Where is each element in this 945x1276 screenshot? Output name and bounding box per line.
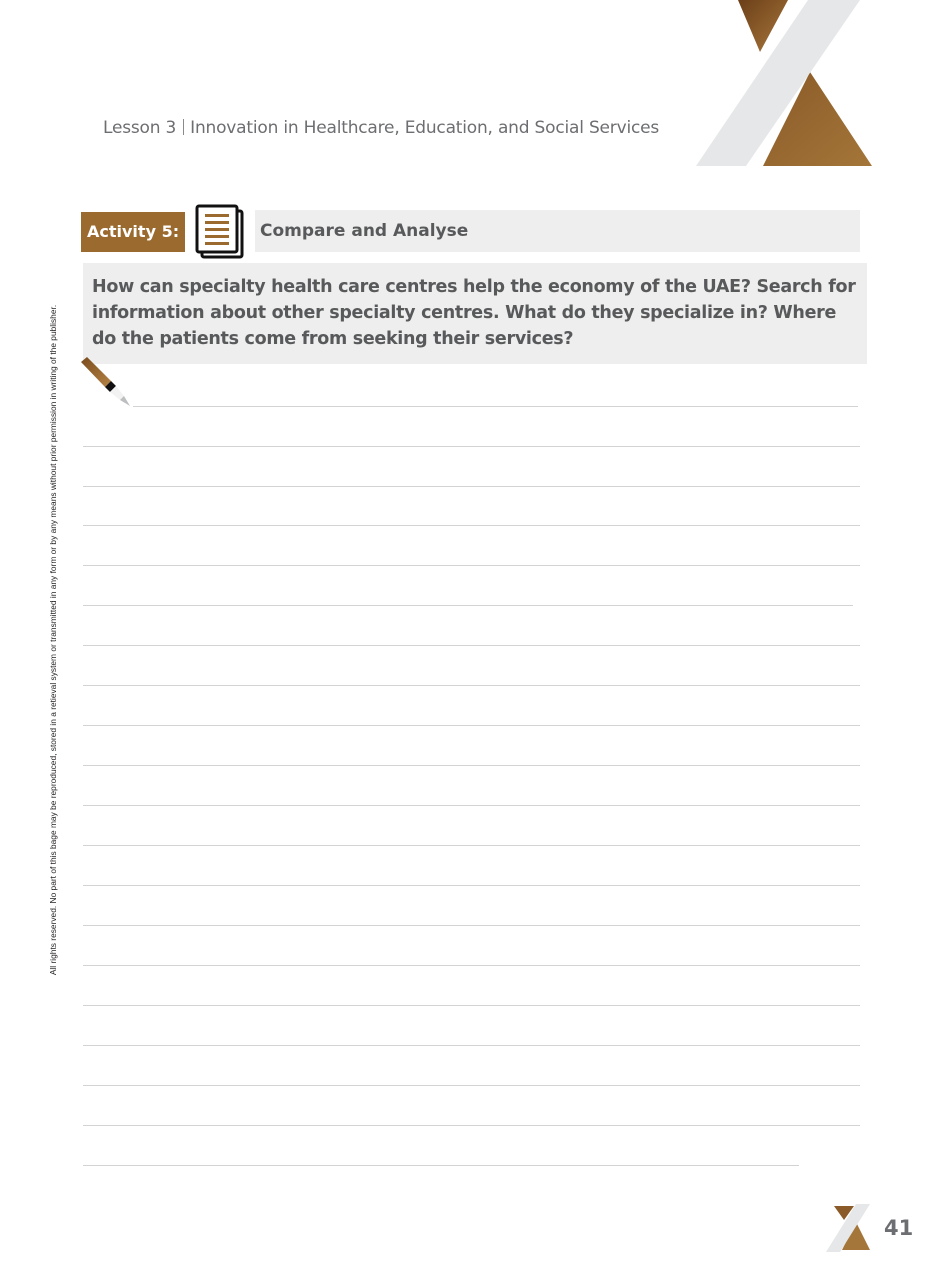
answer-line[interactable] (83, 1005, 860, 1006)
answer-line[interactable] (83, 486, 860, 487)
answer-line[interactable] (83, 525, 860, 526)
answer-line[interactable] (83, 725, 860, 726)
lesson-title: Innovation in Healthcare, Education, and Social Services (190, 118, 660, 138)
answer-line[interactable] (83, 805, 860, 806)
x-logo-icon (826, 1204, 872, 1252)
question-text: How can specialty health care centres help the economy of the UAE? Search for information about other specialty centres. What do they specialize in? Where do the patients come from seeking their services? (92, 277, 856, 349)
answer-line[interactable] (83, 765, 860, 766)
lesson-label: Lesson 3 (103, 118, 177, 138)
lesson-header (103, 118, 659, 138)
answer-line[interactable] (83, 1045, 860, 1046)
answer-line[interactable] (83, 885, 860, 886)
header-separator (183, 119, 184, 135)
page-number: 41 (884, 1216, 914, 1240)
activity-badge: Activity 5: (81, 212, 185, 252)
answer-line[interactable] (83, 845, 860, 846)
document-icon (195, 204, 247, 260)
answer-line[interactable] (133, 406, 858, 407)
answer-line[interactable] (83, 446, 860, 447)
activity-title: Compare and Analyse (260, 221, 469, 241)
copyright-note: All rights reserved. No part of this bage may be reproduced, stored in a retieval system or transmitted in any form or by any means without prior permission in writing of the publisher. (48, 304, 58, 976)
answer-line[interactable] (83, 1125, 860, 1126)
answer-line[interactable] (83, 685, 860, 686)
answer-line[interactable] (83, 565, 860, 566)
answer-line[interactable] (83, 645, 860, 646)
answer-line[interactable] (83, 965, 860, 966)
pen-icon (78, 356, 136, 408)
answer-line[interactable] (83, 1165, 799, 1166)
answer-line[interactable] (83, 605, 853, 606)
x-logo-icon (690, 0, 880, 170)
answer-line[interactable] (83, 1085, 860, 1086)
answer-line[interactable] (83, 925, 860, 926)
